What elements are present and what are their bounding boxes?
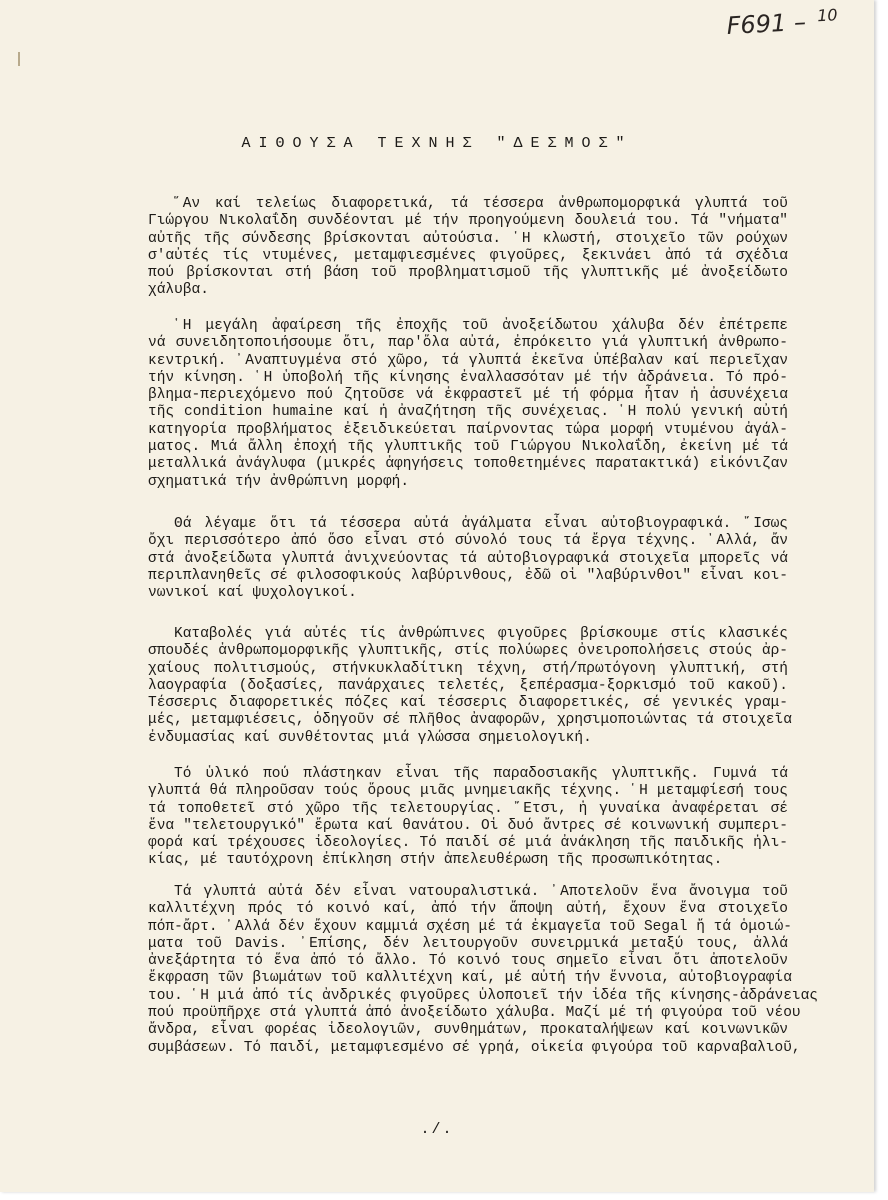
text-line: λαογραφία (δοξασίες, πανάρχαιες τελετές, ξεπέρασμα-ξορκισμό τοῦ κακοῦ). [148,677,788,694]
text-line: τήν κίνηση. ῾Η ὑποβολή τῆς κίνησης ἐναλλασσόταν μέ τήν ἀδράνεια. Τό πρό- [148,369,788,386]
text-line: πού προϋπῆρχε στά γλυπτά ἀπό ἀνοξείδωτο χάλυβα. Μαζί μέ τή φιγούρα τοῦ νέου [148,1005,801,1022]
text-line: χάλυβα. [148,282,209,299]
text-line: αὐτῆς τῆς σύνδεσης βρίσκονται αὐτούσια. ῾Η κλωστή, στοιχεῖο τῶν ρούχων [148,230,788,247]
text-line: τά τοποθετεῖ στό χῶρο τῆς τελετουργίας. ῎Ετσι, ἡ γυναίκα ἀναφέρεται σέ [148,800,788,817]
text-line: νά συνειδητοποιήσουμε ὅτι, παρ'ὅλα αὐτά, ἐπρόκειτο γιά γλυπτική ἀνθρωπο- [148,335,788,352]
paragraph-5 [148,766,788,870]
text-line: ματος. Μιά ἄλλη ἐποχή τῆς γλυπτικῆς τοῦ Γιώργου Νικολαΐδη, ἐκείνη μέ τά [148,439,788,456]
text-line: ἐνδυμασίας καί συνθέτοντας μιά γλώσσα σημειολογική. [148,729,592,746]
text-line: σ'αὐτές τίς ντυμένες, μεταμφιεσμένες φιγοῦρες, ξεκινάει ἀπό τά σχέδια [148,247,788,264]
document-title: ΑΙΘΟΥΣΑ ΤΕΧΝΗΣ "ΔΕΣΜΟΣ" [241,135,633,152]
text-line: Τά γλυπτά αὐτά δέν εἶναι νατουραλιστικά. ᾿Αποτελοῦν ἕνα ἄνοιγμα τοῦ [174,884,788,900]
text-line: στά ἀνοξείδωτα γλυπτά ἀνιχνεύοντας τά αὐτοβιογραφικά στοιχεῖα μπορεῖς νά [148,550,788,567]
text-line: ἀνεξάρτητα τό ἕνα ἀπό τό ἄλλο. Τό κοινό τους σημεῖο εἶναι ὅτι ἀποτελοῦν [148,953,788,970]
paragraph-4 [148,626,792,747]
text-line: κίας, μέ ταυτόχρονη ἐπίκληση στήν ἀπελευθέρωση τῆς προσωπικότητας. [148,852,723,869]
text-line: σχηματικά τήν ἀνθρώπινη μορφή. [148,473,410,490]
paragraph-1 [148,196,788,300]
text-line: φορά καί τρέχουσες ἰδεολογίες. Τό παιδί σέ μιά ἀνάκληση τῆς παιδικῆς ἡλι- [148,835,788,852]
text-line: περιπλανηθεῖς σέ φιλοσοφικούς λαβύρινθους, ἐδῶ οἱ "λαβύρινθοι" εἶναι κοι- [148,567,788,584]
text-line: Καταβολές γιά αὐτές τίς ἀνθρώπινες φιγοῦρες βρίσκουμε στίς κλασικές [174,626,788,642]
text-line: κατηγορία προβλήματος ἐξειδικεύεται παίρνοντας τώρα μορφή ντυμένου ἀγάλ- [148,421,788,438]
reference-code: F691 [726,8,788,40]
text-line: βλημα-περιεχόμενο πού ζητοῦσε νά ἐκφραστεῖ μέ τή φόρμα ἦταν ἡ ἀσυνέχεια [148,387,788,404]
text-line: ῞Αν καί τελείως διαφορετικά, τά τέσσερα ἀνθρωπομορφικά γλυπτά τοῦ [174,196,788,212]
text-line: μές, μεταμφιέσεις, ὁδηγοῦν σέ πλῆθος ἀναφορῶν, χρησιμοποιώντας τά στοιχεῖα [148,712,792,729]
text-line: συμβάσεων. Τό παιδί, μεταμφιεσμένο σέ γρηά, οἰκεία φιγούρα τοῦ καρναβαλιοῦ, [148,1039,801,1056]
text-line: ματα τοῦ Davis. ᾿Επίσης, δέν λειτουργοῦν συνειρμικά μεταξύ τους, ἀλλά [148,935,788,952]
text-line: ἕνα "τελετουργικό" ἔρωτα καί θανάτου. Οἱ δυό ἄντρες σέ κοινωνική συμπερι- [148,817,788,834]
paragraph-3 [148,516,788,602]
reference-page-number: 10 [816,5,839,26]
text-line: ῾Η μεγάλη ἀφαίρεση τῆς ἐποχῆς τοῦ ἀνοξείδωτου χάλυβα δέν ἐπέτρεπε [174,318,788,334]
archive-reference: F691 – $^{10}$ [726,5,839,40]
text-line: καλλιτέχνη πρός τό κοινό καί, ἀπό τήν ἄποψη αὐτή, ἔχουν ἕνα στοιχεῖο [148,901,788,918]
text-line: τῆς condition humaine καί ἡ ἀναζήτηση τῆς συνέχειας. ῾Η πολύ γενική αὐτή [148,404,788,421]
text-line: Γιώργου Νικολαΐδη συνδέονται μέ τήν προηγούμενη δουλειά του. Τά "νήματα" [148,213,788,230]
paragraph-6 [148,884,819,1057]
text-line: Θά λέγαμε ὅτι τά τέσσερα αὐτά ἀγάλματα εἶναι αὐτοβιογραφικά. ῎Ισως [174,516,788,532]
text-line: κεντρική. ᾿Αναπτυγμένα στό χῶρο, τά γλυπτά ἐκεῖνα ὑπέβαλαν καί περιεῖχαν [148,352,788,369]
text-line: πόπ-ἄρτ. ᾿Αλλά δέν ἔχουν καμμιά σχέση μέ τά ἐκμαγεῖα τοῦ Segal ἤ τά ὁμοιώ- [148,918,792,935]
text-line: ἔκφραση τῶν βιωμάτων τοῦ καλλιτέχνη καί, μέ αὐτή τήν ἔννοια, αὐτοβιογραφία [148,970,792,987]
page-continuation-mark: ./. [420,1121,454,1138]
punch-mark [18,52,20,66]
text-line: Τέσσερις διαφορετικές πόζες καί τέσσερις διαφορετικές, σέ γενικές γραμ- [148,695,788,712]
text-line: πού βρίσκονται στή βάση τοῦ προβληματισμοῦ τῆς γλυπτικῆς μέ ἀνοξείδωτο [148,265,788,282]
text-line: νωνικοί καί ψυχολογικοί. [148,585,357,602]
text-line: σπουδές ἀνθρωπομορφικῆς γλυπτικῆς, στίς πολύωρες ὀνειροπολήσεις στούς ἀρ- [148,643,788,660]
text-line: γλυπτά θά πληροῦσαν τούς ὅρους μιᾶς μνημειακῆς τέχνης. ῾Η μεταμφίεσή τους [148,783,788,800]
paragraph-2 [148,318,788,491]
text-line: Τό ὑλικό πού πλάστηκαν εἶναι τῆς παραδοσιακῆς γλυπτικῆς. Γυμνά τά [174,766,788,782]
text-line: ἄνδρα, εἶναι φορέας ἰδεολογιῶν, συνθημάτων, προκαταλήψεων καί κοινωνικῶν [148,1022,788,1039]
text-line: του. ῾Η μιά ἀπό τίς ἀνδρικές φιγοῦρες ὑλοποιεῖ τήν ἰδέα τῆς κίνησης-ἀδράνειας [148,987,819,1004]
text-line: χαίους πολιτισμούς, στήνκυκλαδίτικη τέχνη, στή/πρωτόγονη γλυπτική, στή [148,660,788,677]
text-line: μεταλλικά ἀνάγλυφα (μικρές ἀφηγήσεις τοποθετημένες παρατακτικά) εἰκόνιζαν [148,456,788,473]
text-line: ὄχι περισσότερο ἀπό ὅσο εἶναι στό σύνολό τους τά ἔργα τέχνης. ᾿Αλλά, ἄν [148,533,788,550]
